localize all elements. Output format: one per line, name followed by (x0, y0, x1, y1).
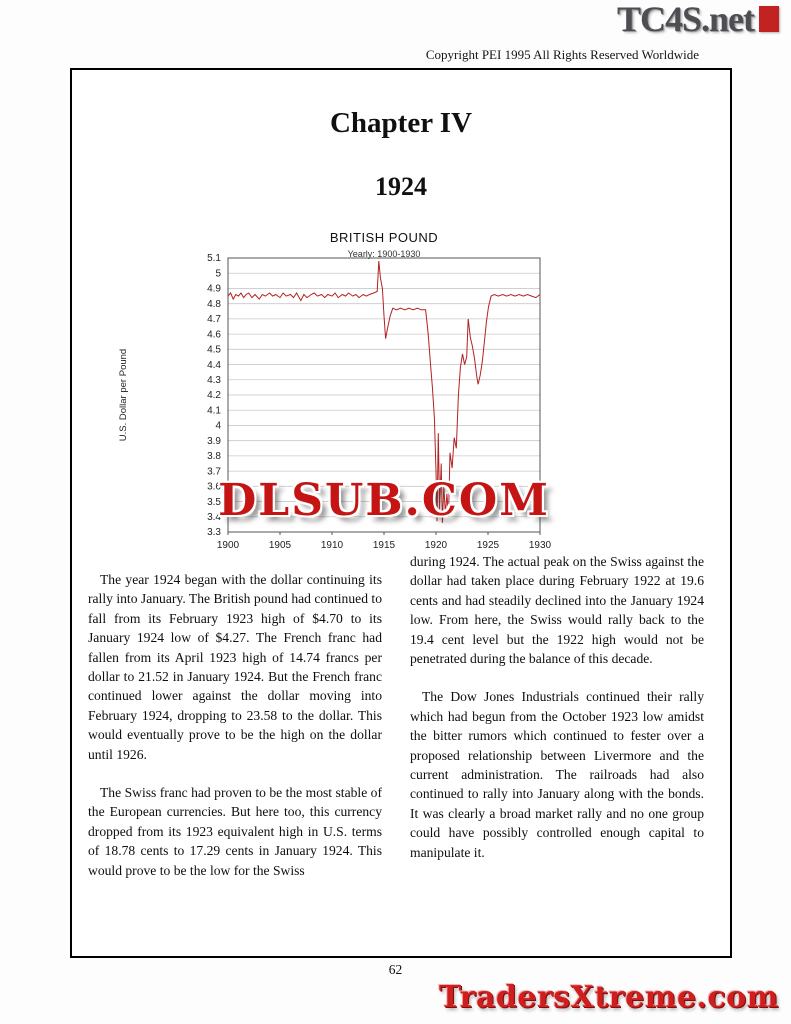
svg-text:4.9: 4.9 (207, 283, 221, 295)
svg-text:1905: 1905 (268, 540, 292, 551)
svg-text:1915: 1915 (372, 540, 396, 551)
tradersxtreme-logo: TradersXtreme.com (439, 980, 779, 1015)
tc4s-logo-red-block-icon (759, 6, 779, 32)
svg-text:3.7: 3.7 (207, 466, 221, 478)
page-frame (70, 68, 732, 958)
svg-text:3.9: 3.9 (207, 435, 221, 447)
body-paragraph: during 1924. The actual peak on the Swiss against the dollar had taken place during February 1922 at 19.6 cents and had steadily declined into the January 1924 low. From here, the Swiss would rally back to the 19.4 cent level but the 1922 high would not be penetrated during the balance of this decade. (410, 554, 704, 667)
body-paragraph: The Swiss franc had proven to be the most stable of the European currencies. But here too, this currency dropped from its 1923 equivalent high in U.S. terms of 18.78 cents to 17.29 cents in January 1924. This would prove to be the low for the Swiss (88, 785, 382, 878)
dlsub-watermark: DLSUB.COM (218, 475, 550, 526)
svg-text:3.8: 3.8 (207, 451, 221, 463)
svg-text:5: 5 (215, 268, 221, 280)
body-paragraph: The year 1924 began with the dollar continuing its rally into January. The British pound had continued to fall from its February 1923 high of $4.70 to its January 1924 low of $4.27. The French franc had fallen from its April 1923 high of 14.74 francs per dollar to 21.52 in January 1924. But the French franc continued lower against the dollar moving into February 1924, dropping to 23.58 to the dollar. This would eventually prove to be the high on the dollar until 1926. (88, 572, 382, 762)
body-paragraph: The Dow Jones Industrials continued their rally which had begun from the October 1923 low amidst the bitter rumors which continued to fester over a proposed relationship between Livermore and the current administration. The railroads had also continued to rally into January along with the bonds. It was clearly a broad market rally and no one group could have possibly controlled enough capital to manipulate it. (410, 689, 704, 860)
tc4s-logo-text: TC4S.net (616, 0, 754, 39)
svg-text:4: 4 (215, 420, 221, 432)
svg-text:3.4: 3.4 (207, 511, 221, 523)
svg-text:4.3: 4.3 (207, 374, 221, 386)
svg-text:4.1: 4.1 (207, 405, 221, 417)
svg-text:4.2: 4.2 (207, 390, 221, 402)
chart-subtitle: Yearly: 1900-1930 (347, 249, 421, 259)
svg-text:1930: 1930 (528, 540, 552, 551)
svg-text:4.8: 4.8 (207, 298, 221, 310)
svg-text:1910: 1910 (320, 540, 344, 551)
year-title: 1924 (375, 172, 427, 201)
svg-text:4.4: 4.4 (207, 359, 221, 371)
svg-text:3.6: 3.6 (207, 481, 221, 493)
svg-text:4.6: 4.6 (207, 329, 221, 341)
svg-text:4.7: 4.7 (207, 314, 221, 326)
page-number: 62 (388, 962, 403, 977)
svg-text:4.5: 4.5 (207, 344, 221, 356)
chart-title: BRITISH POUND (329, 230, 439, 245)
svg-text:U.S. Dollar per Pound: U.S. Dollar per Pound (118, 348, 129, 442)
copyright-line: Copyright PEI 1995 All Rights Reserved Worldwide (425, 47, 699, 62)
chapter-title: Chapter IV (329, 107, 473, 139)
text-column-right (410, 552, 704, 881)
svg-text:1925: 1925 (476, 540, 500, 551)
svg-text:3.3: 3.3 (207, 527, 221, 539)
svg-text:1900: 1900 (216, 540, 240, 551)
tc4s-logo (617, 1, 779, 37)
text-column-left (88, 570, 382, 899)
svg-text:5.1: 5.1 (207, 253, 221, 265)
svg-text:1920: 1920 (424, 540, 448, 551)
svg-text:3.5: 3.5 (207, 496, 221, 508)
